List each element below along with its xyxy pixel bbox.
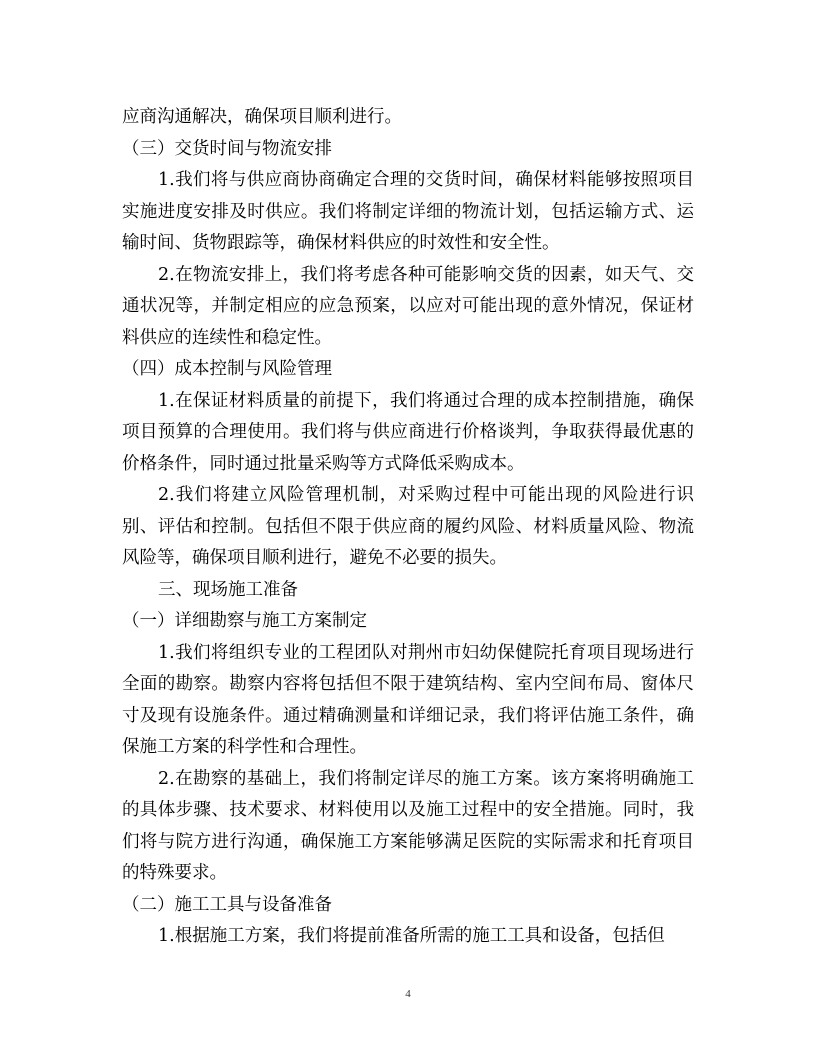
paragraph: 2.我们将建立风险管理机制，对采购过程中可能出现的风险进行识别、评估和控制。包括但不限于供应商的履约风险、材料质量风险、物流风险等，确保项目顺利进行，避免不必要的损失。: [122, 485, 694, 568]
paragraph-continuation: 应商沟通解决，确保项目顺利进行。: [122, 107, 402, 127]
paragraph: 1.我们将组织专业的工程团队对荆州市妇幼保健院托育项目现场进行全面的勘察。勘察内容将包括但不限于建筑结构、室内空间布局、窗体尺寸及现有设施条件。通过精确测量和详细记录，我们将评估施工条件，确保施工方案的科学性和合理性。: [122, 642, 694, 757]
paragraph: 1.根据施工方案，我们将提前准备所需的施工工具和设备，包括但: [158, 926, 665, 946]
paragraph: 1.在保证材料质量的前提下，我们将通过合理的成本控制措施，确保项目预算的合理使用。我们将与供应商进行价格谈判，争取获得最优惠的价格条件，同时通过批量采购等方式降低采购成本。: [122, 390, 694, 474]
paragraph: 2.在勘察的基础上，我们将制定详尽的施工方案。该方案将明确施工的具体步骤、技术要求、材料使用以及施工过程中的安全措施。同时，我们将与院方进行沟通，确保施工方案能够满足医院的实际需求和托育项目的特殊要求。: [122, 768, 694, 883]
page-number: 4: [405, 988, 411, 1000]
page-body: [122, 102, 694, 953]
subheading-survey-plan: （一）详细勘察与施工方案制定: [122, 611, 367, 631]
subheading-delivery-logistics: （三）交货时间与物流安排: [122, 138, 332, 159]
paragraph: 2.在物流安排上，我们将考虑各种可能影响交货的因素，如天气、交通状况等，并制定相应的应急预案，以应对可能出现的意外情况，保证材料供应的连续性和稳定性。: [122, 264, 694, 348]
paragraph: 1.我们将与供应商协商确定合理的交货时间，确保材料能够按照项目实施进度安排及时供应。我们将制定详细的物流计划，包括运输方式、运输时间、货物跟踪等，确保材料供应的时效性和安全性。: [122, 170, 694, 253]
subheading-cost-risk: （四）成本控制与风险管理: [122, 359, 332, 379]
subheading-tools-equipment: （二）施工工具与设备准备: [122, 894, 332, 915]
section-heading-site-preparation: 三、现场施工准备: [158, 579, 298, 600]
